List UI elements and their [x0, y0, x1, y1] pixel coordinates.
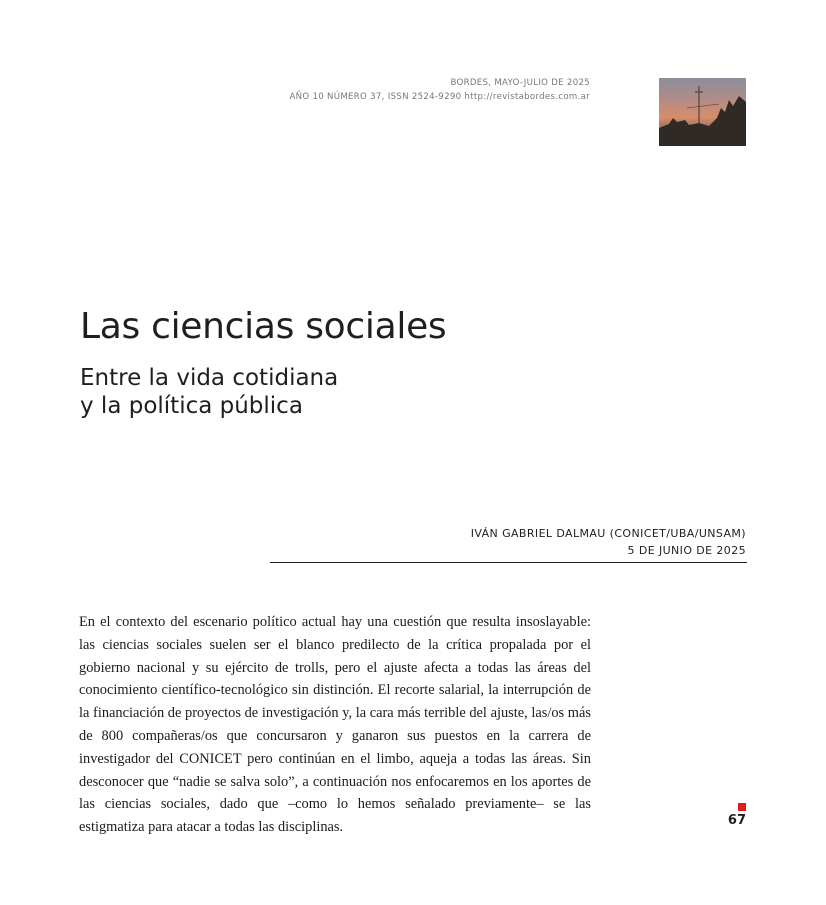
- subtitle-line-1: Entre la vida cotidiana: [80, 365, 339, 391]
- byline: [471, 525, 746, 559]
- journal-header: [289, 76, 590, 104]
- subtitle-line-2: y la política pública: [80, 393, 303, 419]
- article-body-paragraph: En el contexto del escenario político actual hay una cuestión que resulta insoslayable: las ciencias sociales suelen ser el blanco predilecto de la crítica propalada por el gobierno nacional y su ejército de trolls, pero el ajuste afecta a todas las áreas del conocimiento científico-tecnológico sin distinción. El recorte salarial, la interrupción de la financiación de proyectos de investigación y, la cara más terrible del ajuste, las/os más de 800 compañeras/os que concursaron y ganaron sus puestos en la carrera de investigador del CONICET pero continúan en el limbo, aqueja a todas las áreas. Sin desconocer que “nadie se salva solo”, a continuación nos enfocaremos en los aportes de las ciencias sociales, dado que –como lo hemos señalado previamente– se las estigmatiza para atacar a todas las disciplinas.: [79, 614, 591, 836]
- byline-divider: [270, 562, 747, 563]
- page-number: 67: [727, 813, 746, 828]
- publication-date: 5 DE JUNIO DE 2025: [627, 544, 746, 557]
- journal-issn-line: AÑO 10 NÚMERO 37, ISSN 2524-9290 http://revistabordes.com.ar: [289, 92, 590, 102]
- sunset-thumbnail-image: [659, 78, 746, 146]
- journal-issue-line: BORDES, MAYO-JULIO DE 2025: [450, 78, 590, 88]
- page-marker-square: [738, 803, 746, 811]
- article-subtitle: [80, 364, 480, 420]
- article-title: Las ciencias sociales: [80, 306, 447, 347]
- author-name: IVÁN GABRIEL DALMAU (CONICET/UBA/UNSAM): [470, 527, 746, 540]
